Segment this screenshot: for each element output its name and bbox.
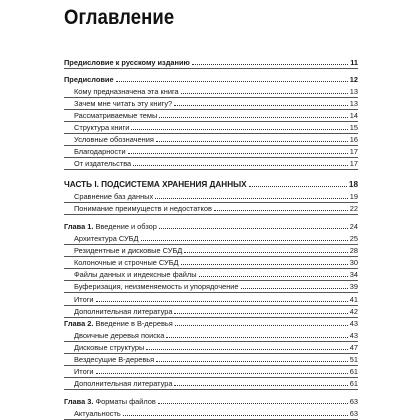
toc-entry-title: Дополнительная литература	[74, 379, 173, 388]
page-title: Оглавление	[64, 6, 175, 29]
toc-page-number: 18	[348, 180, 358, 189]
toc-entry[interactable]	[74, 341, 358, 352]
toc-leader-dots	[96, 371, 348, 374]
toc-page-number: 25	[349, 234, 358, 243]
toc-entry[interactable]	[74, 121, 358, 132]
toc-page-number: 16	[349, 135, 358, 144]
toc-leader-dots	[141, 238, 348, 241]
toc-entry[interactable]	[74, 97, 358, 108]
toc-leader-dots	[241, 286, 348, 289]
toc-entry-title	[64, 397, 158, 406]
toc-entry-title: Актуальность	[74, 409, 121, 418]
toc-chapter-title: Форматы файлов	[95, 397, 156, 406]
toc-page-number: 51	[349, 355, 358, 364]
toc-entry[interactable]	[74, 305, 358, 316]
toc-page-number: 39	[349, 282, 358, 291]
toc-entry[interactable]	[74, 145, 358, 156]
toc-part-entry[interactable]	[64, 178, 358, 189]
toc-entry-title: Сравнение баз данных	[74, 192, 154, 201]
toc-leader-dots	[159, 115, 348, 118]
toc-page-number: 14	[349, 111, 358, 120]
toc-entry-title	[64, 222, 159, 231]
toc-entry-title: Вездесущие B-деревья	[74, 355, 155, 364]
toc-leader-dots	[249, 184, 347, 187]
toc-leader-dots	[128, 151, 348, 154]
toc-page-number: 15	[349, 123, 358, 132]
toc-entry-title: ЧАСТЬ I. ПОДСИСТЕМА ХРАНЕНИЯ ДАННЫХ	[64, 180, 247, 189]
toc-page-number: 42	[349, 307, 358, 316]
toc-leader-dots	[181, 262, 348, 265]
toc-entry-title: Рассматриваемые темы	[74, 111, 158, 120]
toc-entry-title: Файлы данных и индексные файлы	[74, 270, 197, 279]
toc-page-number: 24	[349, 222, 358, 231]
toc-entry[interactable]	[74, 329, 358, 340]
toc-entry-title: Буферизация, неизменяемость и упорядочение	[74, 282, 239, 291]
toc-entry[interactable]	[74, 133, 358, 144]
toc-entry[interactable]	[64, 56, 358, 67]
toc-page-number: 28	[349, 246, 358, 255]
toc-page-number: 19	[349, 192, 358, 201]
toc-leader-dots	[174, 311, 347, 314]
toc-leader-dots	[175, 323, 348, 326]
toc-divider	[64, 214, 358, 215]
toc-page-number: 11	[350, 58, 358, 67]
toc-entry[interactable]	[74, 244, 358, 255]
toc-page-number: 13	[349, 99, 358, 108]
toc-leader-dots	[174, 103, 348, 106]
toc-chapter-entry[interactable]	[64, 317, 358, 328]
toc-leader-dots	[199, 274, 348, 277]
toc-divider	[64, 169, 358, 170]
toc-page-number: 17	[349, 147, 358, 156]
toc-entry-title: Предисловие к русскому изданию	[64, 58, 190, 67]
toc-entry[interactable]	[74, 353, 358, 364]
toc-page-number: 13	[349, 87, 358, 96]
toc-entry-title: От издательства	[74, 159, 132, 168]
toc-entry[interactable]	[74, 377, 358, 388]
toc-entry-title: Итоги	[74, 367, 94, 376]
toc-page-number: 61	[349, 379, 358, 388]
toc-leader-dots	[214, 208, 348, 211]
toc-page-number: 47	[349, 343, 358, 352]
toc-entry-title: Предисловие	[64, 75, 114, 84]
toc-entry-title: Резидентные и дисковые СУБД	[74, 246, 183, 255]
toc-leader-dots	[158, 401, 348, 404]
toc-entry-title: Дисковые структуры	[74, 343, 145, 352]
toc-leader-dots	[174, 383, 347, 386]
toc-divider	[64, 389, 358, 390]
toc-page-number: 43	[349, 331, 358, 340]
toc-entry[interactable]	[74, 85, 358, 96]
toc-entry-title: Архитектура СУБД	[74, 234, 139, 243]
toc-entry[interactable]	[74, 256, 358, 267]
toc-entry-title: Понимание преимуществ и недостатков	[74, 204, 212, 213]
toc-entry[interactable]	[74, 268, 358, 279]
toc-entry-title: Дополнительная литература	[74, 307, 173, 316]
toc-leader-dots	[96, 299, 348, 302]
toc-leader-dots	[123, 413, 348, 416]
toc-chapter-number: Глава 3.	[64, 397, 94, 406]
toc-chapter-entry[interactable]	[64, 220, 358, 231]
toc-leader-dots	[159, 226, 348, 229]
toc-entry-title: Условные обозначения	[74, 135, 154, 144]
toc-page-number: 43	[349, 319, 358, 328]
toc-leader-dots	[156, 359, 348, 362]
toc-leader-dots	[156, 139, 348, 142]
toc-entry[interactable]	[64, 73, 358, 84]
toc-entry-title: Двоичные деревья поиска	[74, 331, 165, 340]
toc-page-number: 34	[349, 270, 358, 279]
toc-page-number: 63	[349, 397, 358, 406]
toc-entry-title	[64, 319, 175, 328]
toc-leader-dots	[184, 250, 347, 253]
toc-entry[interactable]	[74, 365, 358, 376]
toc-entry[interactable]	[74, 293, 358, 304]
toc-page-number: 30	[349, 258, 358, 267]
toc-leader-dots	[181, 91, 348, 94]
toc-entry[interactable]	[74, 280, 358, 291]
toc-leader-dots	[131, 127, 347, 130]
toc-divider	[64, 68, 358, 69]
toc-entry-title: Структура книги	[74, 123, 130, 132]
toc-entry-title: Итоги	[74, 295, 94, 304]
toc-chapter-number: Глава 2.	[64, 319, 94, 328]
toc-chapter-entry[interactable]	[64, 395, 358, 406]
toc-leader-dots	[146, 347, 347, 350]
toc-entry[interactable]	[74, 407, 358, 418]
toc-leader-dots	[116, 79, 348, 82]
toc-leader-dots	[155, 196, 348, 199]
toc-page-number: 41	[349, 295, 358, 304]
toc-leader-dots	[166, 335, 347, 338]
toc-leader-dots	[133, 163, 348, 166]
toc-chapter-title: Введение и обзор	[95, 222, 157, 231]
toc-entry-title: Благодарности	[74, 147, 126, 156]
toc-chapter-number: Глава 1.	[64, 222, 94, 231]
toc-entry[interactable]	[74, 190, 358, 201]
toc-page-number: 61	[349, 367, 358, 376]
toc-entry[interactable]	[74, 109, 358, 120]
toc-entry[interactable]	[74, 232, 358, 243]
toc-page-number: 12	[349, 75, 358, 84]
toc-entry-title: Колоночные и строчные СУБД	[74, 258, 179, 267]
toc-page-number: 63	[349, 409, 358, 418]
toc-entry[interactable]	[74, 202, 358, 213]
toc-page-number: 22	[349, 204, 358, 213]
toc-chapter-title: Введение в B-деревья	[95, 319, 173, 328]
toc-entry-title: Кому предназначена эта книга	[74, 87, 179, 96]
toc-leader-dots	[192, 62, 348, 65]
toc-entry[interactable]	[74, 157, 358, 168]
toc-page-number: 17	[349, 159, 358, 168]
toc-entry-title: Зачем мне читать эту книгу?	[74, 99, 173, 108]
